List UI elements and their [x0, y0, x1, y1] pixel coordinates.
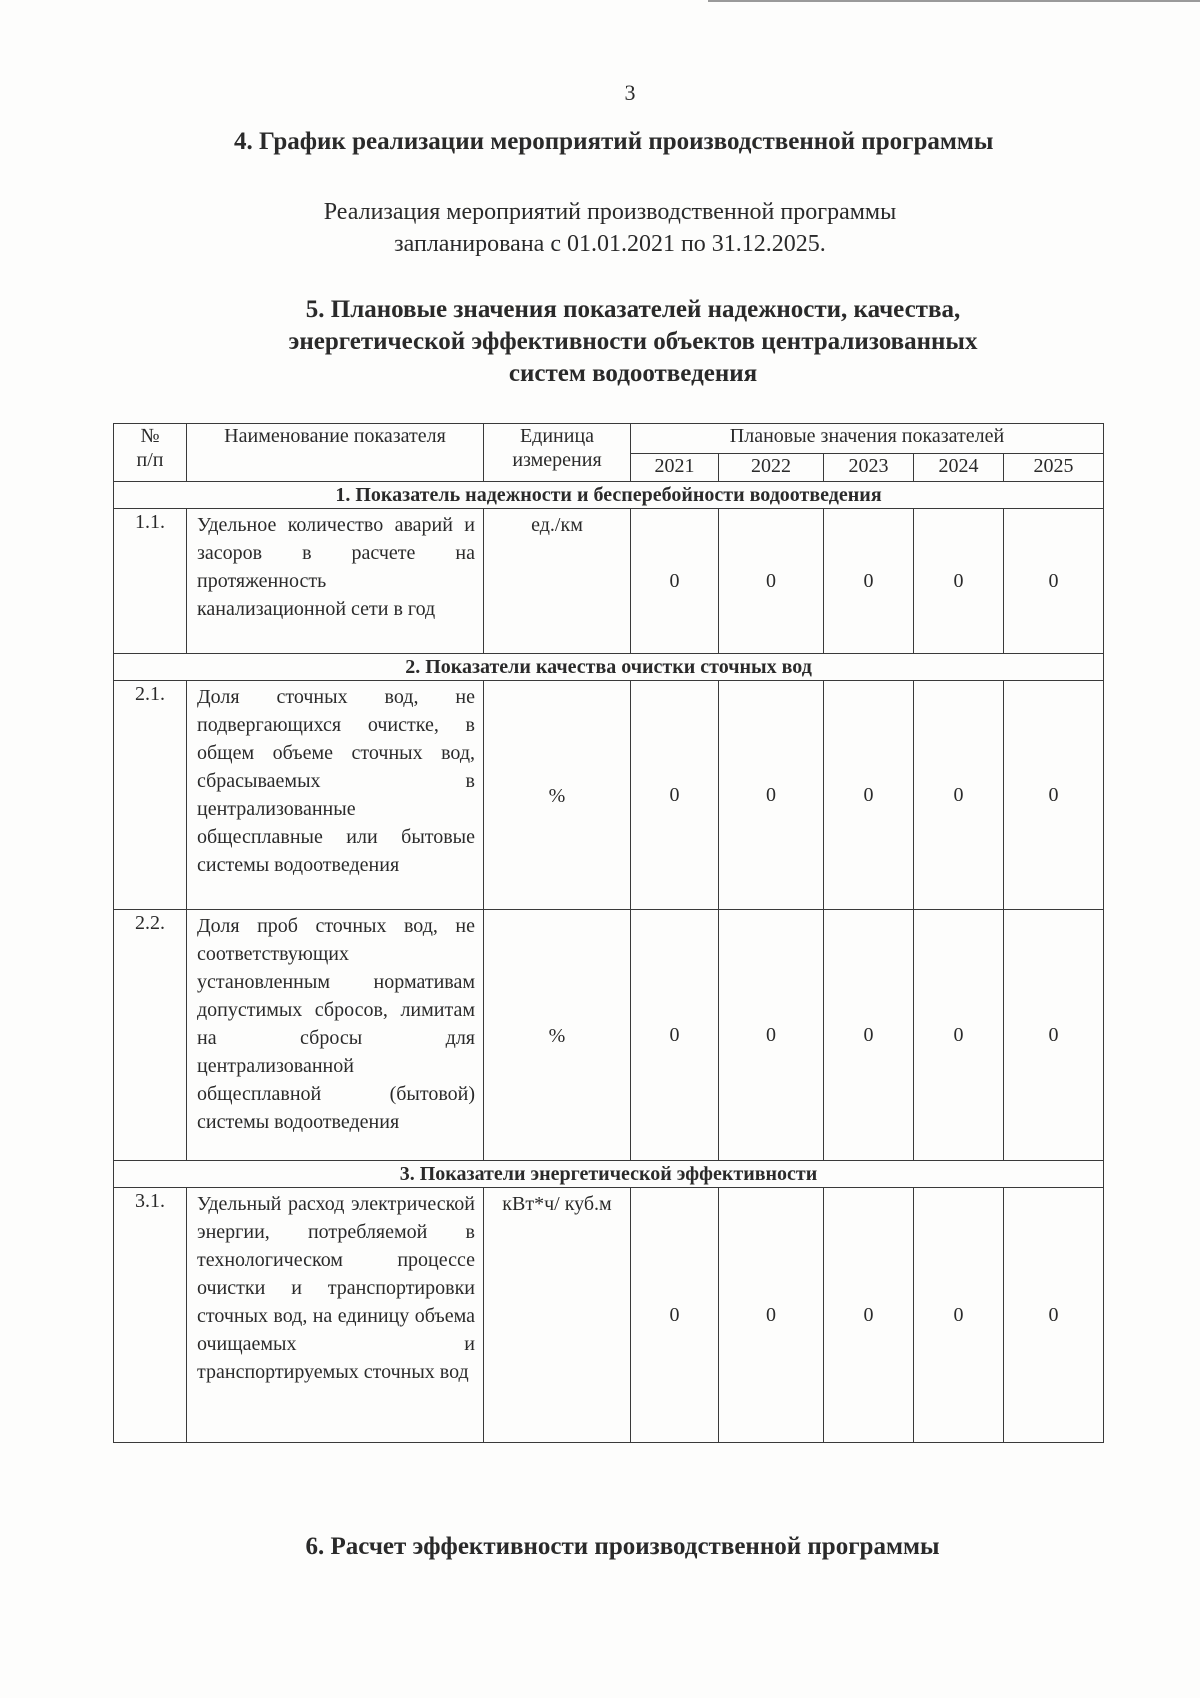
page-number: 3 [624, 80, 636, 105]
section-5-heading [228, 294, 1038, 390]
group-title: 3. Показатели энергетической эффективности [114, 1161, 1104, 1188]
header-indicator-name: Наименование показателя [187, 424, 484, 482]
row-value: 0 [914, 681, 1004, 910]
row-value: 0 [719, 681, 824, 910]
group-title: 2. Показатели качества очистки сточных вод [114, 654, 1104, 681]
indicators-table [113, 423, 1104, 1443]
row-value: 0 [719, 1188, 824, 1443]
row-value: 0 [914, 509, 1004, 654]
header-planned-values: Плановые значения показателей [631, 424, 1104, 454]
header-number-line-1: № [140, 425, 160, 447]
row-indicator-name: Доля проб сточных вод, не соответствующих установленным нормативам допустимых сбросов, лимитам на сбросы для централизованной общесплавной (бытовой) системы водоотведения [187, 910, 484, 1161]
table-row [114, 910, 1104, 1161]
row-value: 0 [1004, 681, 1104, 910]
section-5-heading-line-3: систем водоотведения [508, 360, 758, 387]
row-value: 0 [914, 1188, 1004, 1443]
row-value: 0 [824, 681, 914, 910]
row-value: 0 [824, 509, 914, 654]
section-4-heading: 4. График реализации мероприятий производственной программы [234, 128, 994, 155]
header-number-line-2: п/п [136, 449, 164, 471]
row-value: 0 [824, 1188, 914, 1443]
header-year: 2025 [1004, 454, 1104, 482]
row-value: 0 [719, 509, 824, 654]
row-indicator-name: Удельное количество аварий и засоров в расчете на протяженность канализационной сети в год [187, 509, 484, 654]
row-value: 0 [824, 910, 914, 1161]
row-indicator-name: Доля сточных вод, не подвергающихся очистке, в общем объеме сточных вод, сбрасываемых в централизованные общесплавные или бытовые системы водоотведения [187, 681, 484, 910]
section-5-heading-line-2: энергетической эффективности объектов централизованных [288, 328, 978, 355]
group-row [114, 654, 1104, 681]
header-number [114, 424, 187, 482]
section-4-text [0, 196, 1200, 260]
row-unit: ед./км [484, 509, 631, 654]
section-5-heading-line-1: 5. Плановые значения показателей надежности, качества, [305, 296, 961, 323]
table-header-row-1 [114, 424, 1104, 454]
header-unit-line-1: Единица [519, 425, 595, 447]
row-value: 0 [631, 1188, 719, 1443]
row-number: 1.1. [114, 509, 187, 654]
row-value: 0 [1004, 1188, 1104, 1443]
header-year: 2023 [824, 454, 914, 482]
table-row [114, 1188, 1104, 1443]
row-value: 0 [631, 910, 719, 1161]
row-value: 0 [631, 509, 719, 654]
row-unit: % [484, 681, 631, 910]
row-number: 2.1. [114, 681, 187, 910]
group-row [114, 482, 1104, 509]
row-value: 0 [631, 681, 719, 910]
row-number: 2.2. [114, 910, 187, 1161]
header-year: 2021 [631, 454, 719, 482]
row-value: 0 [914, 910, 1004, 1161]
section-6-heading: 6. Расчет эффективности производственной программы [305, 1533, 940, 1560]
header-unit [484, 424, 631, 482]
row-value: 0 [1004, 910, 1104, 1161]
row-value: 0 [1004, 509, 1104, 654]
row-unit: кВт*ч/ куб.м [484, 1188, 631, 1443]
header-unit-line-2: измерения [512, 449, 602, 471]
header-year: 2022 [719, 454, 824, 482]
header-year: 2024 [914, 454, 1004, 482]
section-4-text-line-1: Реализация мероприятий производственной программы [323, 199, 897, 225]
group-title: 1. Показатель надежности и бесперебойности водоотведения [114, 482, 1104, 509]
table-row [114, 509, 1104, 654]
section-4-text-line-2: запланирована с 01.01.2021 по 31.12.2025. [394, 231, 826, 257]
row-unit: % [484, 910, 631, 1161]
scan-edge-line [708, 0, 1200, 2]
row-value: 0 [719, 910, 824, 1161]
table-row [114, 681, 1104, 910]
row-number: 3.1. [114, 1188, 187, 1443]
row-indicator-name: Удельный расход электрической энергии, потребляемой в технологическом процессе очистки и транспортировки сточных вод, на единицу объема очищаемых и транспортируемых сточных вод [187, 1188, 484, 1443]
group-row [114, 1161, 1104, 1188]
